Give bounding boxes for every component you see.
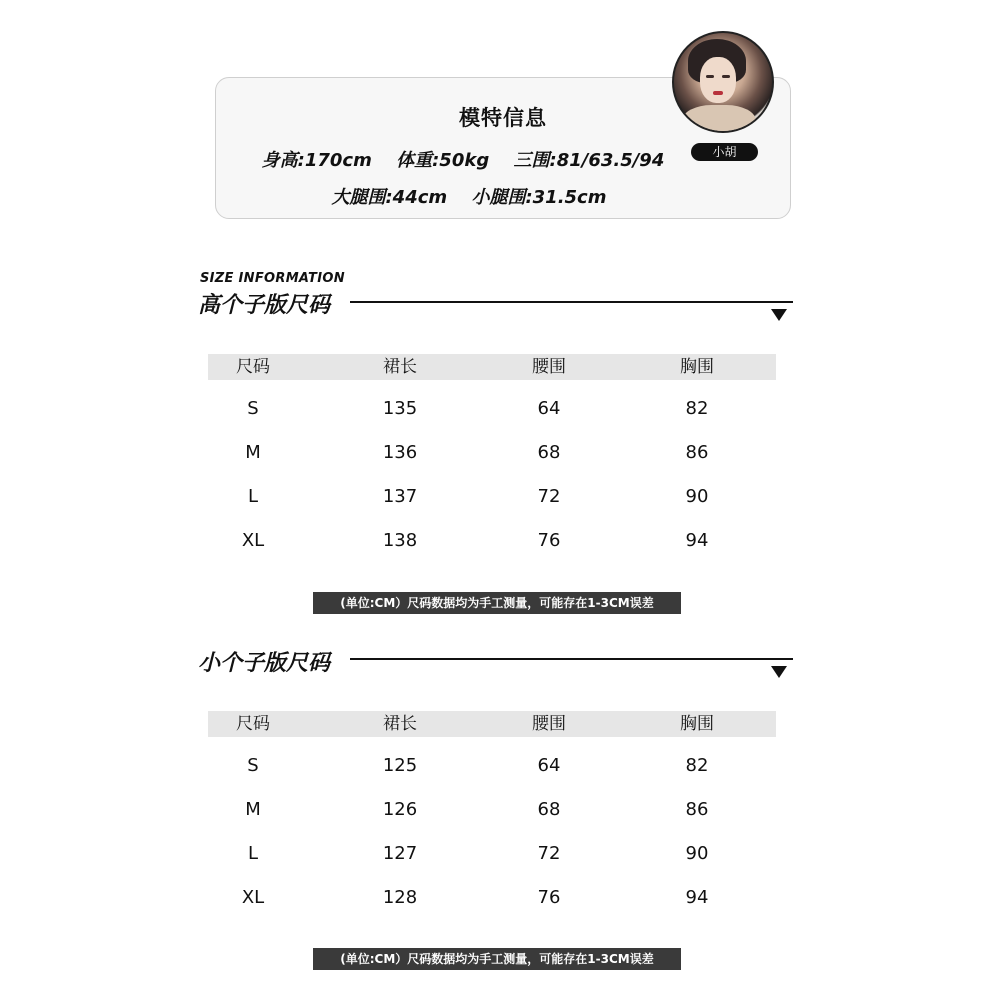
size-cell: M <box>245 799 261 820</box>
short-size-heading: 小个子版尺码 <box>198 651 331 676</box>
size-cell: XL <box>241 530 265 551</box>
waist-cell: 72 <box>537 843 561 864</box>
bust-cell: 82 <box>685 755 709 776</box>
length-cell: 128 <box>382 887 418 908</box>
length-cell: 135 <box>382 398 418 419</box>
column-header: 裙长 <box>383 357 417 377</box>
length-cell: 126 <box>382 799 418 820</box>
model-name-badge: 小胡 <box>691 143 758 161</box>
size-cell: S <box>247 755 259 776</box>
tall-heading-rule <box>350 301 793 303</box>
size-cell: M <box>245 442 261 463</box>
waist-cell: 64 <box>537 398 561 419</box>
model-weight: 体重:50kg <box>396 150 490 171</box>
column-header: 胸围 <box>680 714 714 734</box>
column-header: 腰围 <box>532 357 566 377</box>
bust-cell: 86 <box>685 799 709 820</box>
model-stats-line-2 <box>182 183 756 209</box>
table-row <box>0 799 1000 823</box>
model-height: 身高:170cm <box>261 150 372 171</box>
table-row <box>0 442 1000 466</box>
tall-size-heading: 高个子版尺码 <box>198 293 331 318</box>
tall-table-header <box>208 354 776 380</box>
size-cell: XL <box>241 887 265 908</box>
size-cell: L <box>247 843 259 864</box>
column-header: 腰围 <box>532 714 566 734</box>
waist-cell: 68 <box>537 442 561 463</box>
measurement-note: (单位:CM）尺码数据均为手工测量，可能存在1-3CM误差 <box>313 592 681 614</box>
column-header: 胸围 <box>680 357 714 377</box>
column-header: 尺码 <box>236 714 270 734</box>
table-row <box>0 530 1000 554</box>
measurement-note: (单位:CM）尺码数据均为手工测量，可能存在1-3CM误差 <box>313 948 681 970</box>
short-heading-rule <box>350 658 793 660</box>
model-calf: 小腿围:31.5cm <box>471 187 607 208</box>
column-header: 裙长 <box>383 714 417 734</box>
size-cell: S <box>247 398 259 419</box>
length-cell: 127 <box>382 843 418 864</box>
bust-cell: 90 <box>685 486 709 507</box>
triangle-down-icon <box>771 666 787 678</box>
size-information-label: SIZE INFORMATION <box>200 271 345 286</box>
bust-cell: 94 <box>685 887 709 908</box>
bust-cell: 82 <box>685 398 709 419</box>
length-cell: 136 <box>382 442 418 463</box>
table-row <box>0 843 1000 867</box>
waist-cell: 68 <box>537 799 561 820</box>
model-avatar <box>672 31 774 133</box>
waist-cell: 64 <box>537 755 561 776</box>
waist-cell: 76 <box>537 887 561 908</box>
table-row <box>0 398 1000 422</box>
model-thigh: 大腿围:44cm <box>331 187 448 208</box>
model-info-title: 模特信息 <box>459 106 547 130</box>
bust-cell: 86 <box>685 442 709 463</box>
short-table-header <box>208 711 776 737</box>
bust-cell: 90 <box>685 843 709 864</box>
triangle-down-icon <box>771 309 787 321</box>
waist-cell: 76 <box>537 530 561 551</box>
model-stats-line-1 <box>176 146 750 172</box>
length-cell: 138 <box>382 530 418 551</box>
length-cell: 125 <box>382 755 418 776</box>
bust-cell: 94 <box>685 530 709 551</box>
size-cell: L <box>247 486 259 507</box>
length-cell: 137 <box>382 486 418 507</box>
table-row <box>0 887 1000 911</box>
table-row <box>0 486 1000 510</box>
model-measurements: 三围:81/63.5/94 <box>513 150 665 171</box>
column-header: 尺码 <box>236 357 270 377</box>
waist-cell: 72 <box>537 486 561 507</box>
table-row <box>0 755 1000 779</box>
